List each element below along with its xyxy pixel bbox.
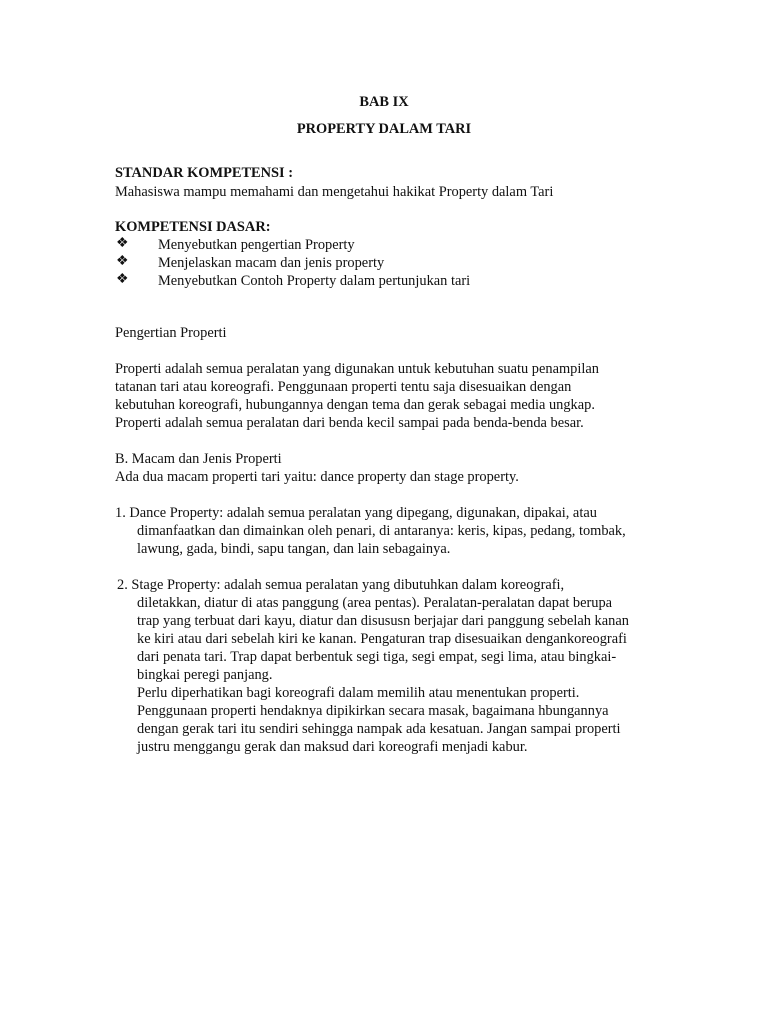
stage-property-line: Perlu diperhatikan bagi koreografi dalam memilih atau menentukan properti. (137, 685, 580, 701)
stage-property-line: justru menggangu gerak dan maksud dari koreografi menjadi kabur. (137, 739, 528, 755)
bullet-icon: ❖ (116, 254, 129, 269)
macam-intro: Ada dua macam properti tari yaitu: dance property dan stage property. (115, 469, 519, 485)
kompetensi-item: Menyebutkan Contoh Property dalam pertunjukan tari (158, 273, 471, 289)
pengertian-line: Properti adalah semua peralatan yang digunakan untuk kebutuhan suatu penampilan (115, 361, 599, 377)
chapter-number: BAB IX (359, 94, 409, 110)
kompetensi-item: Menjelaskan macam dan jenis property (158, 255, 385, 271)
stage-property-line: ke kiri atau dari sebelah kiri ke kanan. Pengaturan trap disesuaikan dengankoreografi (137, 631, 627, 647)
stage-property-line: dari penata tari. Trap dapat berbentuk segi tiga, segi empat, segi lima, atau bingkai- (137, 649, 617, 665)
dance-property-line: 1. Dance Property: adalah semua peralatan yang dipegang, digunakan, dipakai, atau (115, 505, 597, 521)
kompetensi-item: Menyebutkan pengertian Property (158, 237, 355, 253)
kompetensi-heading: KOMPETENSI DASAR: (115, 219, 271, 235)
stage-property-line: dengan gerak tari itu sendiri sehingga nampak ada kesatuan. Jangan sampai properti (137, 721, 621, 737)
pengertian-heading: Pengertian Properti (115, 325, 227, 341)
stage-property-line: Penggunaan properti hendaknya dipikirkan secara masak, bagaimana hbungannya (137, 703, 609, 719)
stage-property-line: trap yang terbuat dari kayu, diatur dan disususn berjajar dari panggung sebelah kanan (137, 613, 629, 629)
pengertian-line: Properti adalah semua peralatan dari benda kecil sampai pada benda-benda besar. (115, 415, 584, 431)
bullet-icon: ❖ (116, 272, 129, 287)
bullet-icon: ❖ (116, 236, 129, 251)
dance-property-line: lawung, gada, bindi, sapu tangan, dan lain sebagainya. (137, 541, 451, 557)
stage-property-line: diletakkan, diatur di atas panggung (area pentas). Peralatan-peralatan dapat berupa (137, 595, 613, 611)
macam-heading: B. Macam dan Jenis Properti (115, 451, 282, 467)
pengertian-line: tatanan tari atau koreografi. Penggunaan properti tentu saja disesuaikan dengan (115, 379, 572, 395)
stage-property-line: 2. Stage Property: adalah semua peralatan yang dibutuhkan dalam koreografi, (117, 577, 565, 593)
chapter-title: PROPERTY DALAM TARI (296, 121, 472, 137)
dance-property-line: dimanfaatkan dan dimainkan oleh penari, di antaranya: keris, kipas, pedang, tombak, (137, 523, 626, 539)
pengertian-line: kebutuhan koreografi, hubungannya dengan tema dan gerak sebagai media ungkap. (115, 397, 595, 413)
standar-text: Mahasiswa mampu memahami dan mengetahui hakikat Property dalam Tari (115, 184, 554, 200)
standar-heading: STANDAR KOMPETENSI : (115, 165, 294, 181)
stage-property-line: bingkai peregi panjang. (137, 667, 273, 683)
